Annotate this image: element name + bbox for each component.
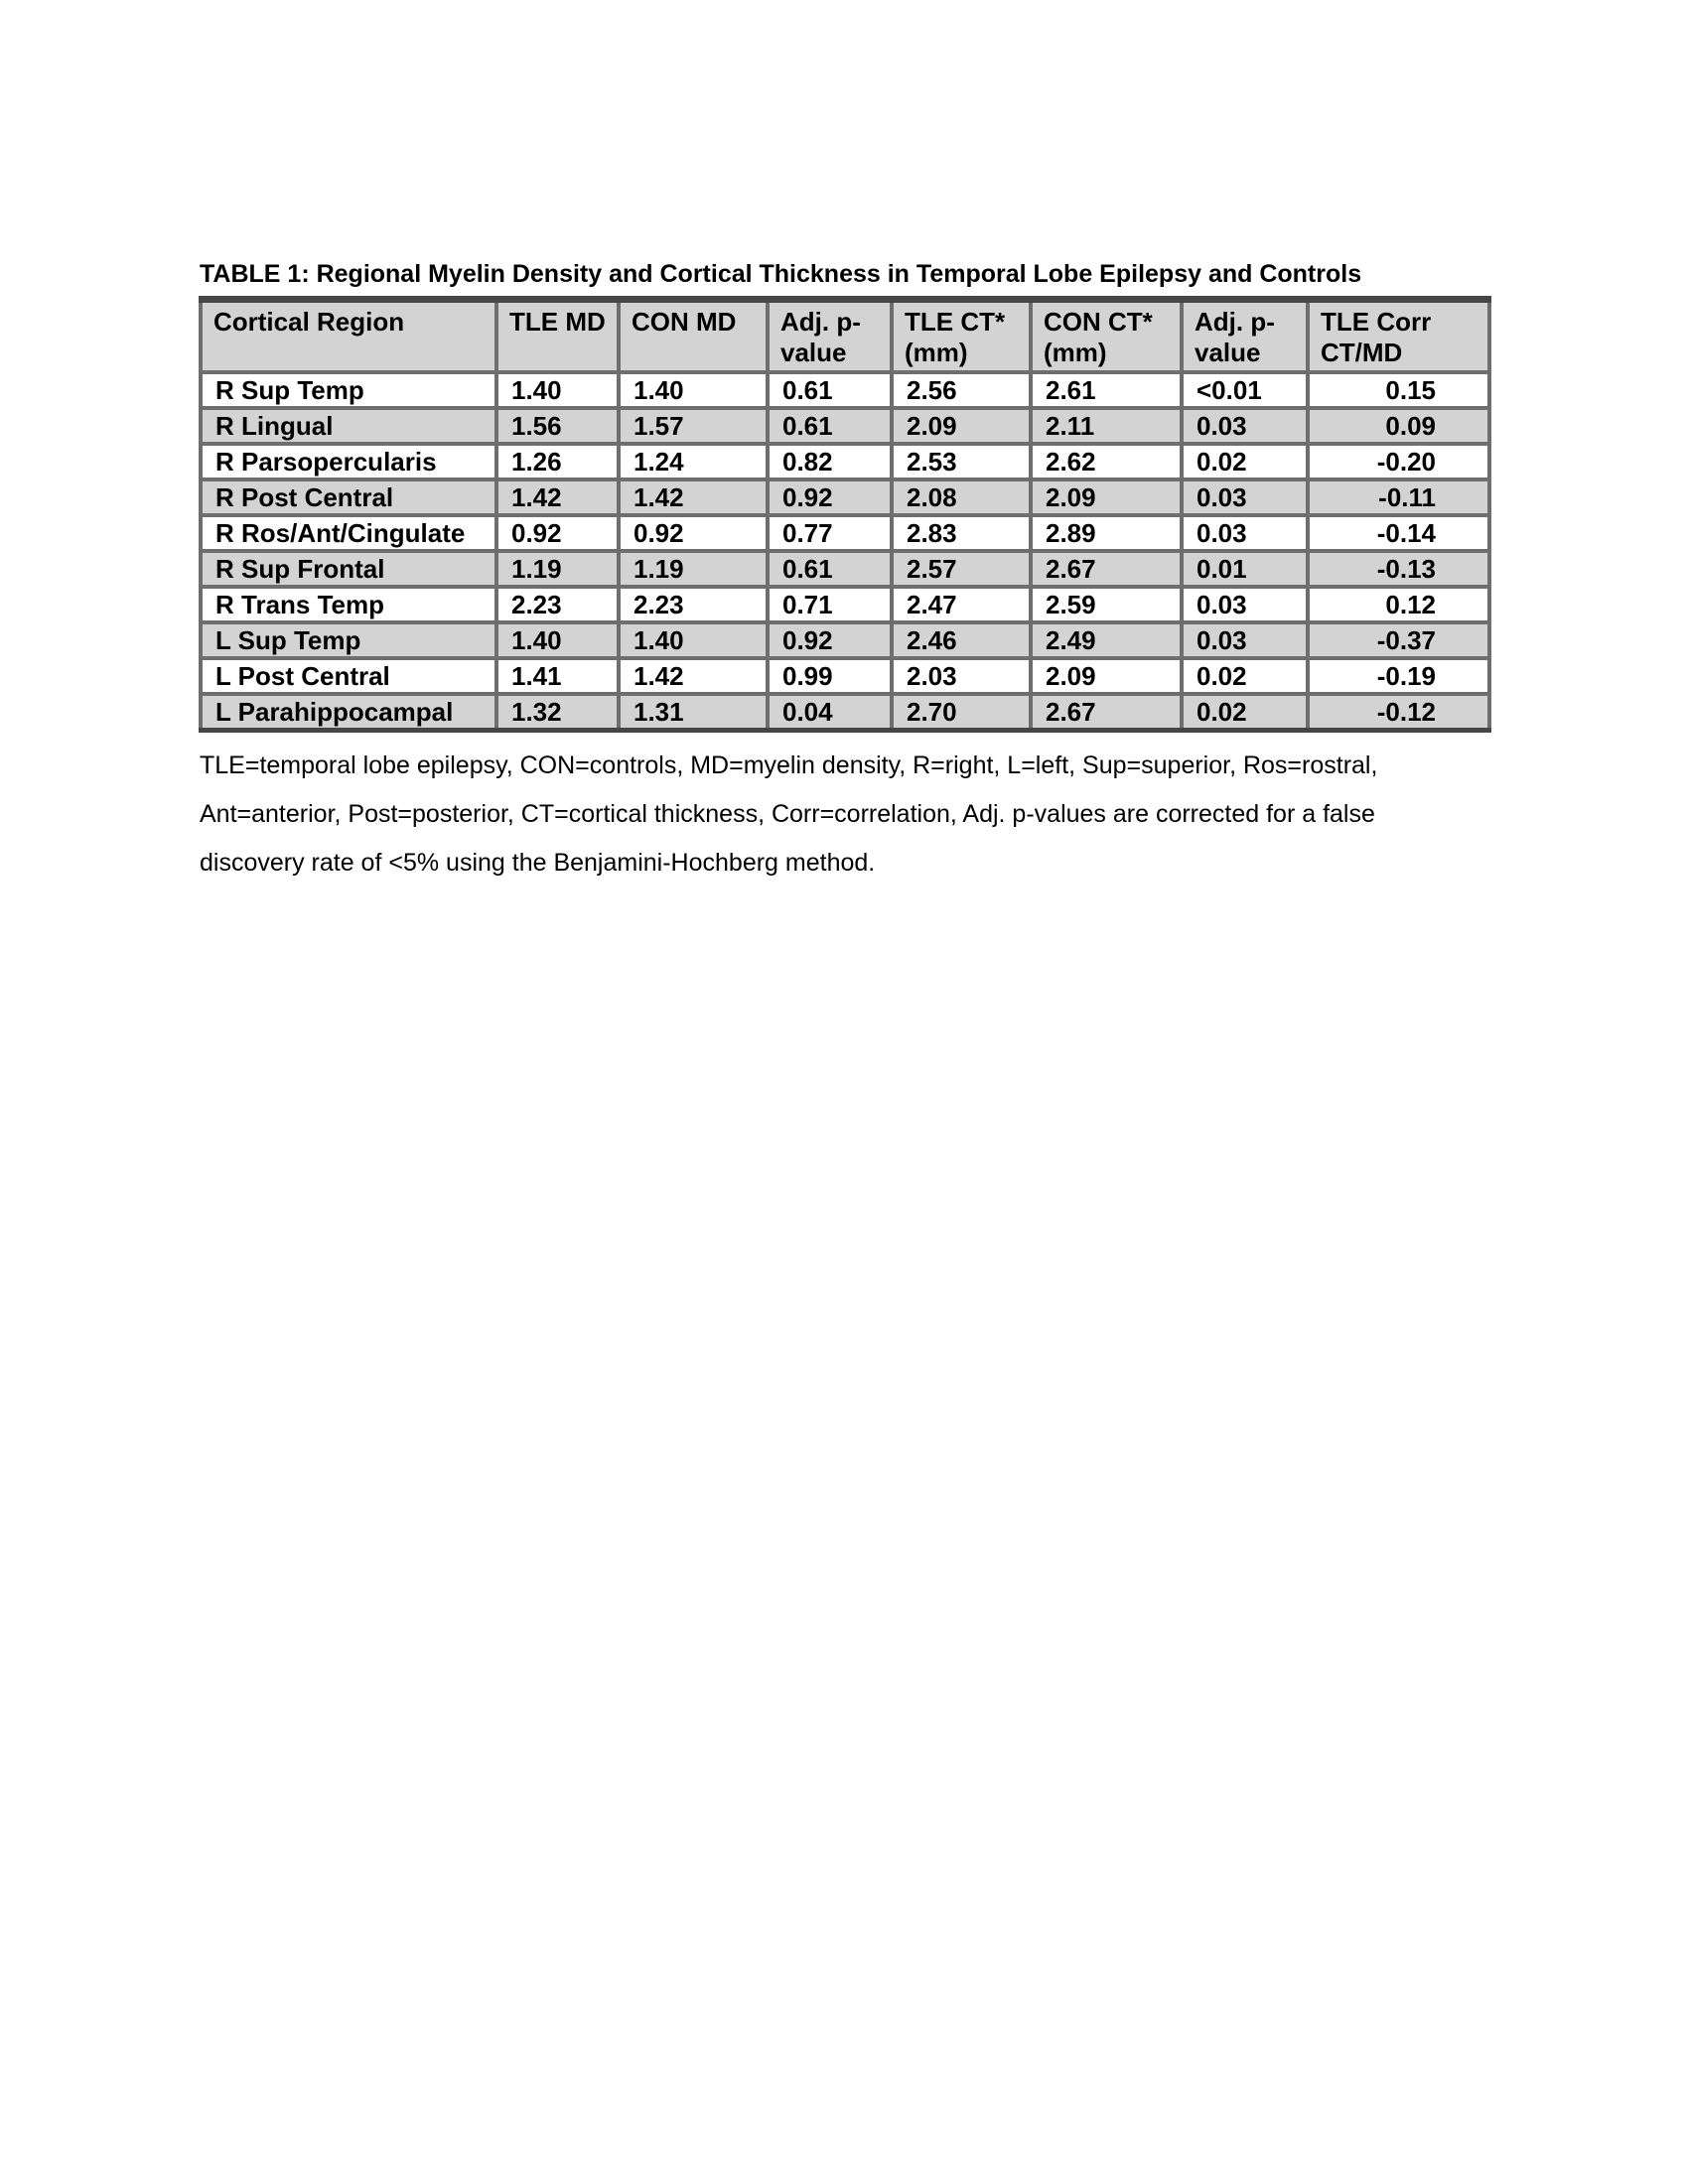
cell-region: R Post Central xyxy=(201,479,496,515)
cell-adj-p-ct: 0.02 xyxy=(1182,658,1308,694)
cell-adj-p-ct: 0.02 xyxy=(1182,694,1308,731)
cell-corr: 0.12 xyxy=(1308,587,1489,622)
regional-myelin-table xyxy=(199,296,1491,733)
col-header-cortical-region: Cortical Region xyxy=(201,300,496,373)
cell-region: L Sup Temp xyxy=(201,622,496,658)
cell-adj-p-md: 0.61 xyxy=(768,551,892,587)
cell-tle-md: 1.56 xyxy=(496,408,619,444)
col-header-con-md: CON MD xyxy=(619,300,768,373)
row-r-sup-temp xyxy=(201,372,1489,408)
cell-corr: 0.09 xyxy=(1308,408,1489,444)
row-l-post-central xyxy=(201,658,1489,694)
cell-con-md: 1.42 xyxy=(619,658,768,694)
footnote-line: discovery rate of <5% using the Benjamini-Hochberg method. xyxy=(200,849,876,877)
row-r-sup-frontal xyxy=(201,551,1489,587)
col-header-tle-corr: TLE Corr CT/MD xyxy=(1308,300,1489,373)
cell-adj-p-md: 0.82 xyxy=(768,444,892,479)
cell-con-ct: 2.09 xyxy=(1031,479,1182,515)
cell-region: L Parahippocampal xyxy=(201,694,496,731)
cell-corr: -0.14 xyxy=(1308,515,1489,551)
cell-tle-md: 0.92 xyxy=(496,515,619,551)
cell-tle-md: 1.19 xyxy=(496,551,619,587)
cell-region: R Parsopercularis xyxy=(201,444,496,479)
col-header-con-ct: CON CT* (mm) xyxy=(1031,300,1182,373)
cell-con-ct: 2.11 xyxy=(1031,408,1182,444)
cell-region: L Post Central xyxy=(201,658,496,694)
cell-adj-p-md: 0.77 xyxy=(768,515,892,551)
cell-con-md: 0.92 xyxy=(619,515,768,551)
cell-corr: -0.20 xyxy=(1308,444,1489,479)
cell-con-ct: 2.62 xyxy=(1031,444,1182,479)
row-r-ros-ant-cingulate xyxy=(201,515,1489,551)
cell-tle-md: 1.40 xyxy=(496,372,619,408)
table-title: TABLE 1: Regional Myelin Density and Cortical Thickness in Temporal Lobe Epilepsy and Controls xyxy=(200,260,1362,288)
table-footnote xyxy=(200,742,1489,887)
cell-adj-p-md: 0.04 xyxy=(768,694,892,731)
cell-con-ct: 2.61 xyxy=(1031,372,1182,408)
cell-tle-md: 1.40 xyxy=(496,622,619,658)
cell-region: R Sup Frontal xyxy=(201,551,496,587)
cell-tle-ct: 2.56 xyxy=(892,372,1031,408)
cell-tle-ct: 2.47 xyxy=(892,587,1031,622)
cell-con-md: 1.42 xyxy=(619,479,768,515)
cell-tle-md: 1.32 xyxy=(496,694,619,731)
table-header xyxy=(201,300,1489,373)
cell-adj-p-md: 0.92 xyxy=(768,622,892,658)
cell-con-ct: 2.89 xyxy=(1031,515,1182,551)
cell-adj-p-md: 0.61 xyxy=(768,408,892,444)
cell-tle-ct: 2.83 xyxy=(892,515,1031,551)
footnote-line: TLE=temporal lobe epilepsy, CON=controls, MD=myelin density, R=right, L=left, Sup=superior, Ros=rostral, xyxy=(200,751,1378,779)
row-r-parsopercularis xyxy=(201,444,1489,479)
cell-tle-md: 1.41 xyxy=(496,658,619,694)
cell-con-ct: 2.67 xyxy=(1031,551,1182,587)
cell-tle-md: 1.42 xyxy=(496,479,619,515)
cell-corr: -0.37 xyxy=(1308,622,1489,658)
cell-tle-ct: 2.46 xyxy=(892,622,1031,658)
cell-con-md: 1.19 xyxy=(619,551,768,587)
cell-adj-p-md: 0.92 xyxy=(768,479,892,515)
cell-tle-ct: 2.09 xyxy=(892,408,1031,444)
cell-region: R Trans Temp xyxy=(201,587,496,622)
row-r-trans-temp xyxy=(201,587,1489,622)
row-r-lingual xyxy=(201,408,1489,444)
cell-adj-p-ct: 0.03 xyxy=(1182,408,1308,444)
cell-region: R Lingual xyxy=(201,408,496,444)
cell-con-ct: 2.09 xyxy=(1031,658,1182,694)
cell-con-ct: 2.67 xyxy=(1031,694,1182,731)
cell-adj-p-ct: 0.01 xyxy=(1182,551,1308,587)
header-row xyxy=(201,300,1489,373)
cell-adj-p-ct: 0.03 xyxy=(1182,515,1308,551)
cell-corr: -0.19 xyxy=(1308,658,1489,694)
cell-con-md: 1.57 xyxy=(619,408,768,444)
cell-corr: -0.12 xyxy=(1308,694,1489,731)
cell-con-ct: 2.59 xyxy=(1031,587,1182,622)
row-l-sup-temp xyxy=(201,622,1489,658)
cell-tle-ct: 2.57 xyxy=(892,551,1031,587)
cell-corr: -0.11 xyxy=(1308,479,1489,515)
cell-con-md: 1.31 xyxy=(619,694,768,731)
col-header-adj-p-md: Adj. p- value xyxy=(768,300,892,373)
cell-con-md: 1.40 xyxy=(619,372,768,408)
cell-tle-ct: 2.53 xyxy=(892,444,1031,479)
cell-adj-p-ct: 0.03 xyxy=(1182,587,1308,622)
cell-adj-p-md: 0.71 xyxy=(768,587,892,622)
row-r-post-central xyxy=(201,479,1489,515)
table-block xyxy=(199,260,1489,887)
col-header-tle-ct: TLE CT* (mm) xyxy=(892,300,1031,373)
cell-con-ct: 2.49 xyxy=(1031,622,1182,658)
cell-region: R Ros/Ant/Cingulate xyxy=(201,515,496,551)
footnote-line: Ant=anterior, Post=posterior, CT=cortical thickness, Corr=correlation, Adj. p-values are corrected for a false xyxy=(200,800,1375,828)
cell-tle-ct: 2.03 xyxy=(892,658,1031,694)
cell-tle-md: 1.26 xyxy=(496,444,619,479)
col-header-tle-md: TLE MD xyxy=(496,300,619,373)
cell-tle-ct: 2.70 xyxy=(892,694,1031,731)
cell-adj-p-md: 0.99 xyxy=(768,658,892,694)
cell-con-md: 2.23 xyxy=(619,587,768,622)
cell-adj-p-ct: 0.02 xyxy=(1182,444,1308,479)
cell-region: R Sup Temp xyxy=(201,372,496,408)
cell-tle-ct: 2.08 xyxy=(892,479,1031,515)
cell-adj-p-ct: 0.03 xyxy=(1182,479,1308,515)
col-header-adj-p-ct: Adj. p- value xyxy=(1182,300,1308,373)
cell-adj-p-ct: 0.03 xyxy=(1182,622,1308,658)
row-l-parahippocampal xyxy=(201,694,1489,731)
cell-adj-p-ct: <0.01 xyxy=(1182,372,1308,408)
cell-tle-md: 2.23 xyxy=(496,587,619,622)
cell-con-md: 1.40 xyxy=(619,622,768,658)
cell-con-md: 1.24 xyxy=(619,444,768,479)
cell-adj-p-md: 0.61 xyxy=(768,372,892,408)
cell-corr: -0.13 xyxy=(1308,551,1489,587)
cell-corr: 0.15 xyxy=(1308,372,1489,408)
table-body xyxy=(201,372,1489,731)
